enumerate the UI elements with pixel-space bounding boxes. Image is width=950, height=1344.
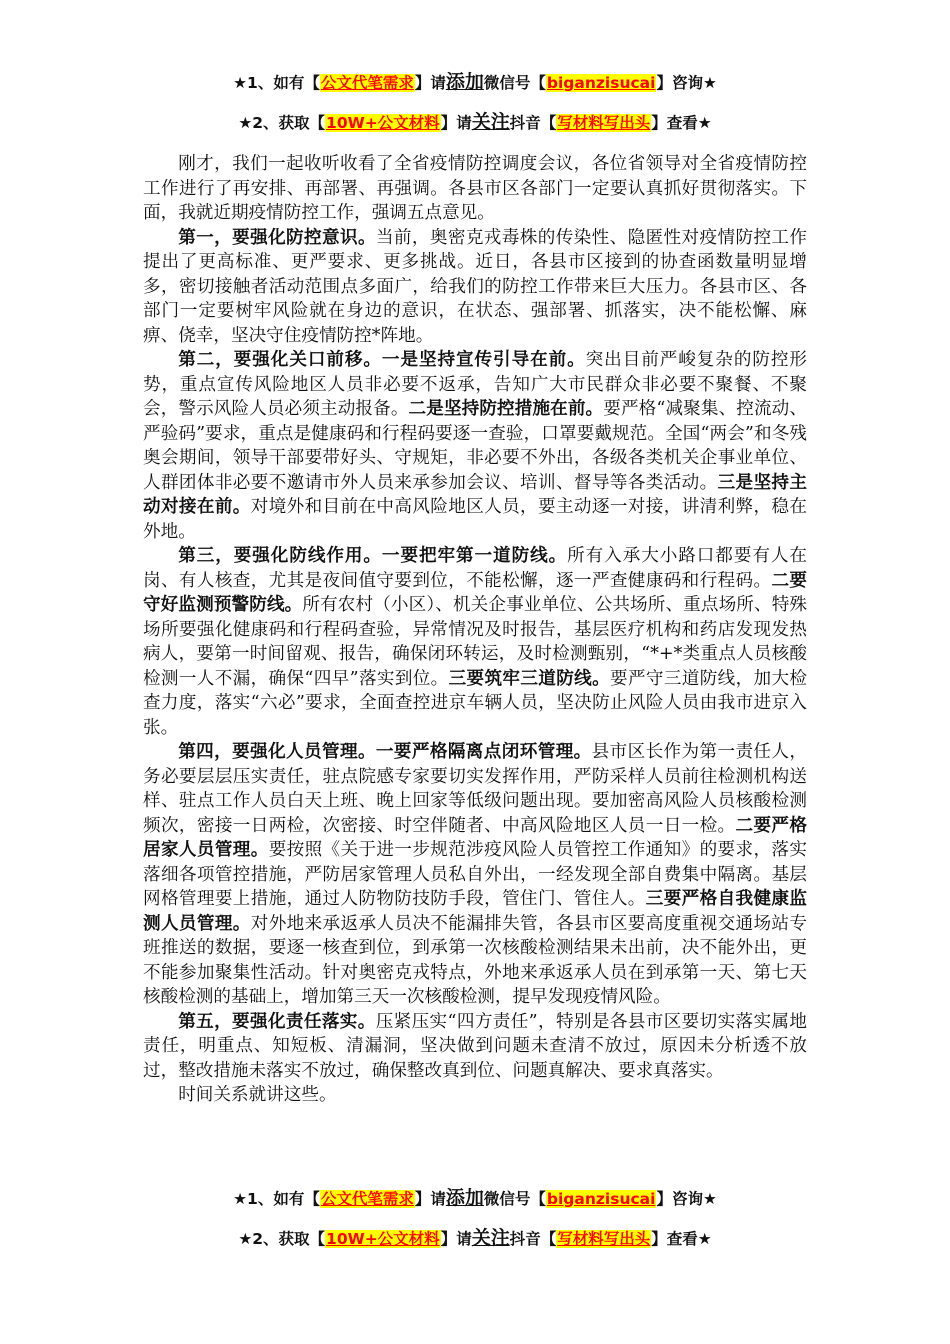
sub-heading: 二要严格居家人员管理。	[143, 814, 807, 860]
point-heading: 第二，要强化关口前移。一是坚持宣传引导在前。	[178, 349, 586, 370]
banner-text: 微信号【	[483, 74, 546, 92]
highlight-wechat-id: biganzisucai	[546, 1190, 656, 1208]
star-icon: ★	[238, 1230, 253, 1248]
point-heading: 第三，要强化防线作用。一要把牢第一道防线。	[178, 545, 568, 566]
star-icon: ★	[238, 114, 253, 132]
banner-text: 抖音【	[509, 1230, 557, 1248]
banner-text: 1、如有【	[247, 74, 320, 92]
paragraph-text: 所有入承大小路口都要有人在岗、有人核查，尤其是夜间值守要到位，不能松懈，逐一严查健康码和行程码。	[143, 546, 807, 591]
point-heading: 第五，要强化责任落实。	[178, 1010, 376, 1032]
banner-text: 】查看	[651, 1230, 698, 1248]
closing-paragraph: 时间关系就讲这些。	[178, 1085, 337, 1105]
emphasis-word: 添加	[445, 71, 484, 93]
highlight-materials: 10W+公文材料	[326, 1230, 440, 1248]
paragraph-point-3	[143, 544, 807, 740]
paragraph-point-5	[143, 1010, 807, 1084]
point-heading: 第四，要强化人员管理。一要严格隔离点闭环管理。	[178, 741, 592, 762]
paragraph-text: 县市区长作为第一责任人，务必要层层压实责任，驻点院感专家要切实发挥作用，严防采样人员前往检测机构送样、驻点工作人员白天上班、晚上回家等低级问题出现。要加密高风险人员核酸检测频次，密接一日两检，次密接、时空伴随者、中高风险地区人员一日一检。	[143, 742, 807, 836]
paragraph-text: 突出目前严峻复杂的防控形势，重点宣传风险地区人员非必要不返承，告知广大市民群众非必要不聚餐、不聚会，警示风险人员必须主动报备。	[143, 350, 807, 419]
banner-text: 】请	[440, 114, 472, 132]
highlight-douyin-account: 写材料写出头	[557, 1230, 651, 1248]
paragraph-text: 当前，奥密克戎毒株的传染性、隐匿性对疫情防控工作提出了更高标准、更严要求、更多挑战。近日，各县市区接到的协查函数量明显增多，密切接触者活动范围点多面广，给我们的防控工作带来巨大压力。各县市区、各部门一定要树牢风险就在身边的意识，在状态、强部署、抓落实，决不能松懈、麻痹、侥幸，坚决守住疫情防控*阵地。	[143, 227, 807, 346]
paragraph-text: 所有农村（小区）、机关企事业单位、公共场所、重点场所、特殊场所要强化健康码和行程码查验，异常情况及时报告，基层医疗机构和药店发现发热病人，要第一时间留观、报告，确保闭环转运，及时检测甄别，“*+*类重点人员核酸检测一人不漏，确保“四早”落实到位。	[143, 595, 807, 689]
intro-paragraph: 刚才，我们一起收听收看了全省疫情防控调度会议，各位省领导对全省疫情防控工作进行了再安排、再部署、再强调。各县市区各部门一定要认真抓好贯彻落实。下面，我就近期疫情防控工作，强调五点意见。	[143, 154, 807, 223]
star-icon: ★	[702, 1190, 717, 1208]
paragraph-text: 压紧压实“四方责任”，特别是各县市区要切实落实属地责任，明重点、知短板、清漏洞，坚决做到问题未查清不放过，原因未分析透不放过，整改措施未落实不放过，确保整改真到位、问题真解决、要求真落实。	[143, 1011, 807, 1081]
banner-text: 2、获取【	[252, 114, 326, 132]
star-icon: ★	[697, 1230, 712, 1248]
highlight-materials: 10W+公文材料	[326, 114, 440, 132]
banner-text: 】请	[440, 1230, 472, 1248]
banner-text: 1、如有【	[247, 1190, 320, 1208]
star-icon: ★	[233, 74, 248, 92]
star-icon: ★	[233, 1190, 248, 1208]
header-ad-line-1	[0, 70, 950, 95]
highlight-wechat-id: biganzisucai	[546, 74, 656, 92]
paragraph-point-2	[143, 348, 807, 544]
emphasis-word: 关注	[471, 111, 510, 133]
emphasis-word: 添加	[445, 1187, 484, 1209]
paragraph-point-1	[143, 226, 807, 349]
banner-text: 】请	[414, 1190, 446, 1208]
sub-heading: 二要守好监测预警防线。	[143, 569, 807, 615]
highlight-service: 公文代笔需求	[320, 74, 414, 92]
banner-text: 】请	[414, 74, 446, 92]
paragraph-point-4	[143, 740, 807, 1010]
banner-text: 】查看	[651, 114, 698, 132]
paragraph-text: 对外地来承返承人员决不能漏排失管，各县市区要高度重视交通场站专班推送的数据，要逐一核查到位，到承第一次核酸检测结果未出前，决不能外出，更不能参加聚集性活动。针对奥密克戎特点，外地来承返承人员在到承第一天、第七天核酸检测的基础上，增加第三天一次核酸检测，提早发现疫情风险。	[143, 913, 807, 1007]
highlight-douyin-account: 写材料写出头	[557, 114, 651, 132]
point-heading: 第一，要强化防控意识。	[178, 226, 376, 248]
header-ad-line-2	[0, 110, 950, 135]
sub-heading: 三是坚持主动对接在前。	[143, 471, 807, 517]
footer-ad-line-1	[0, 1186, 950, 1211]
star-icon: ★	[697, 114, 712, 132]
emphasis-word: 关注	[471, 1227, 510, 1249]
banner-text: 】咨询	[656, 74, 703, 92]
paragraph-text: 要严守三道防线，加大检查力度，落实“六必”要求，全面查控进京车辆人员，坚决防止风险人员由我市进京入张。	[143, 668, 807, 738]
banner-text: 抖音【	[509, 114, 557, 132]
paragraph-text: 要严格“减聚集、控流动、严验码”要求，重点是健康码和行程码要逐一查验，口罩要戴规范。全国“两会”和冬残奥会期间，领导干部要带好头、守规矩，非必要不外出，各级各类机关企事业单位、人群团体非必要不邀请市外人员来承参加会议、培训、督导等各类活动。	[143, 399, 807, 493]
banner-text: 2、获取【	[252, 1230, 326, 1248]
footer-ad-line-2	[0, 1226, 950, 1251]
sub-heading: 三要严格自我健康监测人员管理。	[143, 888, 807, 934]
star-icon: ★	[702, 74, 717, 92]
paragraph-text: 要按照《关于进一步规范涉疫风险人员管控工作通知》的要求，落实落细各项管控措施，严防居家管理人员私自外出，一经发现全部自费集中隔离。基层网格管理要上措施，通过人防物防技防手段，管住门、管住人。	[143, 840, 807, 909]
sub-heading: 三要筑牢三道防线。	[448, 667, 611, 689]
sub-heading: 二是坚持防控措施在前。	[408, 398, 604, 419]
paragraph-text: 对境外和目前在中高风险地区人员，要主动逐一对接，讲清利弊，稳在外地。	[143, 497, 807, 542]
banner-text: 微信号【	[483, 1190, 546, 1208]
highlight-service: 公文代笔需求	[320, 1190, 414, 1208]
speech-body	[143, 152, 807, 1108]
banner-text: 】咨询	[656, 1190, 703, 1208]
